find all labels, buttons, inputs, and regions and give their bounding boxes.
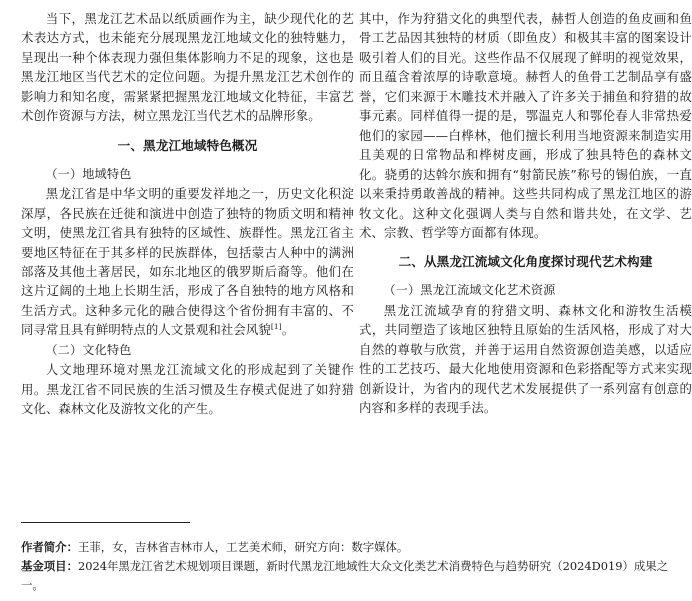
fund-text: 2024年黑龙江省艺术规划项目课题，新时代黑龙江地域性大众文化类艺术消费特色与趋势研究（2024D019）成果之一。: [21, 559, 669, 592]
art-resources-paragraph: 黑龙江流域孕育的狩猎文明、森林文化和游牧生活模式，共同塑造了该地区独特且原始的生活风格，形成了对大自然的尊敬与欣赏，并善于运用自然资源创造美感，以适应性的工艺技巧、最大化地使用资源和色彩搭配等方式来实现创新设计，为省内的现代艺术发展提供了一系列富有创意的内容和多样的表现手法。: [359, 302, 692, 416]
subsection-art-resources-heading: （一）黑龙江流域文化艺术资源: [383, 283, 556, 298]
subsection-regional-features-heading: （一）地域特色: [45, 166, 132, 181]
intro-paragraph: 当下，黑龙江艺术品以纸质画作为主，缺少现代化的艺术表达方式，也未能充分展现黑龙江地域文化的独特魅力，呈现出一种个体表现力强但集体影响力不足的现象，这也是黑龙江地区当代艺术的定位问题。为提升黑龙江艺术创作的影响力和知名度，需紧紧把握黑龙江地域文化特征，丰富艺术创作资源与方法，树立黑龙江当代艺术的品牌形象。: [21, 11, 354, 124]
section-1-heading: 一、黑龙江地域特色概况: [117, 137, 258, 153]
cultural-features-continuation: 其中，作为狩猎文化的典型代表，赫哲人创造的鱼皮画和鱼骨工艺品因其独特的材质（即鱼皮）和极其丰富的图案设计吸引着人们的目光。这些作品不仅展现了鲜明的视觉效果，而且蕴含着浓厚的诗歌意境。赫哲人的鱼骨工艺制品享有盛誉，它们来源于木雕技术并融入了许多关于捕鱼和狩猎的故事元素。同样值得一提的是，鄂温克人和鄂伦春人非常热爱他们的家园——白桦林，他们擅长利用当地资源来制造实用且美观的日常物品和桦树皮画，形成了独具特色的森林文化。骁勇的达斡尔族和拥有“射箭民族”称号的锡伯族，一直以来秉持勇敢善战的精神。这些共同构成了黑龙江地区的游牧文化。这种文化强调人类与自然和谐共处，在文学、艺术、宗教、哲学等方面都有体现。: [359, 11, 692, 240]
regional-features-tail: 。: [281, 322, 295, 338]
left-column: [21, 9, 354, 419]
author-bio-label: 作者简介：: [21, 540, 78, 554]
regional-features-paragraph: [21, 184, 354, 340]
section-2-heading: 二、从黑龙江流域文化角度探讨现代艺术构建: [398, 254, 653, 270]
cultural-features-paragraph: 人文地理环境对黑龙江流域文化的形成起到了关键作用。黑龙江省不同民族的生活习惯及生存模式促进了如狩猎文化、森林文化及游牧文化的产生。: [21, 362, 354, 417]
subsection-cultural-features-heading: （二）文化特色: [45, 342, 132, 357]
regional-features-text: 黑龙江省是中华文明的重要发祥地之一，历史文化积淀深厚，各民族在迁徙和演进中创造了独特的物质文明和精神文明，使黑龙江省具有独特的区域性、族群性。黑龙江省主要地区特征在于其多样的民族群体，包括蒙古人种中的满洲部落及其他土著居民，如东北地区的俄罗斯后裔等。他们在这片辽阔的土地上长期生活，形成了各自独特的地方风格和生活方式。这种多元化的融合使得这个省份拥有丰富的、不同寻常且具有鲜明特点的人文景观和社会风貌: [21, 186, 354, 338]
right-column: [359, 9, 692, 418]
author-bio-text: 王菲，女，吉林省吉林市人，工艺美术师，研究方向：数字媒体。: [77, 540, 409, 554]
footnote-divider: [21, 522, 190, 523]
fund-label: 基金项目：: [21, 559, 78, 573]
fund-footnote: [21, 557, 681, 595]
citation-ref-1[interactable]: [1]: [270, 322, 282, 332]
author-bio-footnote: [21, 538, 681, 557]
